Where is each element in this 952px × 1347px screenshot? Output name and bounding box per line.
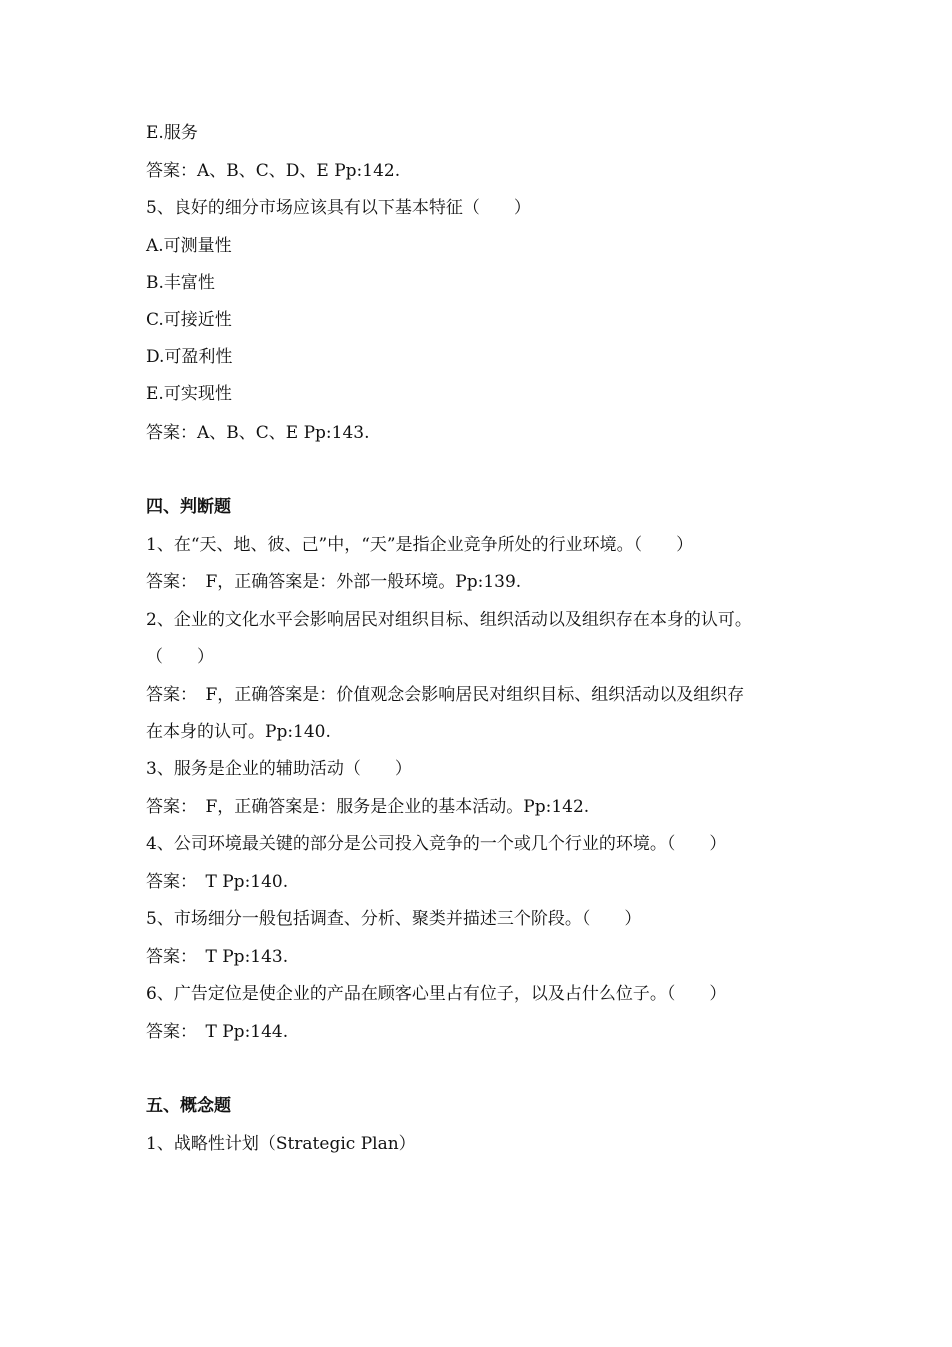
option-e-text: E.服务 <box>146 123 198 143</box>
answer-text: 答案： T Pp:144. <box>146 1022 289 1042</box>
question-text: 5、良好的细分市场应该具有以下基本特征（ ） <box>146 198 531 218</box>
question-text: 4、公司环境最关键的部分是公司投入竞争的一个或几个行业的环境。（ ） <box>146 834 727 854</box>
question-text: 3、服务是企业的辅助活动（ ） <box>146 759 412 779</box>
option-d-text: D.可盈利性 <box>146 347 233 367</box>
section-heading: 四、判断题 <box>146 497 231 517</box>
option-e-text: E.可实现性 <box>146 384 232 404</box>
answer-text: 答案： F，正确答案是：价值观念会影响居民对组织目标、组织活动以及组织存 <box>146 685 745 705</box>
question-text: 5、市场细分一般包括调查、分析、聚类并描述三个阶段。（ ） <box>146 909 642 929</box>
answer-text: 答案：A、B、C、D、E Pp:142. <box>146 161 401 181</box>
question-text: 2、企业的文化水平会影响居民对组织目标、组织活动以及组织存在本身的认可。 <box>146 610 752 630</box>
answer-text: 在本身的认可。Pp:140. <box>146 722 331 742</box>
answer-text: 答案： F，正确答案是：外部一般环境。Pp:139. <box>146 572 522 592</box>
answer-text: 答案： T Pp:143. <box>146 947 289 967</box>
question-text: 1、战略性计划（Strategic Plan） <box>146 1134 416 1154</box>
answer-text: 答案： T Pp:140. <box>146 872 289 892</box>
option-a-text: A.可测量性 <box>146 236 232 256</box>
question-text: （ ） <box>146 647 214 667</box>
question-text: 1、在“天、地、彼、己”中，“天”是指企业竞争所处的行业环境。（ ） <box>146 535 694 555</box>
option-c-text: C.可接近性 <box>146 310 232 330</box>
option-b-text: B.丰富性 <box>146 273 215 293</box>
question-text: 6、广告定位是使企业的产品在顾客心里占有位子，以及占什么位子。（ ） <box>146 984 727 1004</box>
section-heading: 五、概念题 <box>146 1096 231 1116</box>
answer-text: 答案：A、B、C、E Pp:143. <box>146 423 370 443</box>
answer-text: 答案： F，正确答案是：服务是企业的基本活动。Pp:142. <box>146 797 590 817</box>
